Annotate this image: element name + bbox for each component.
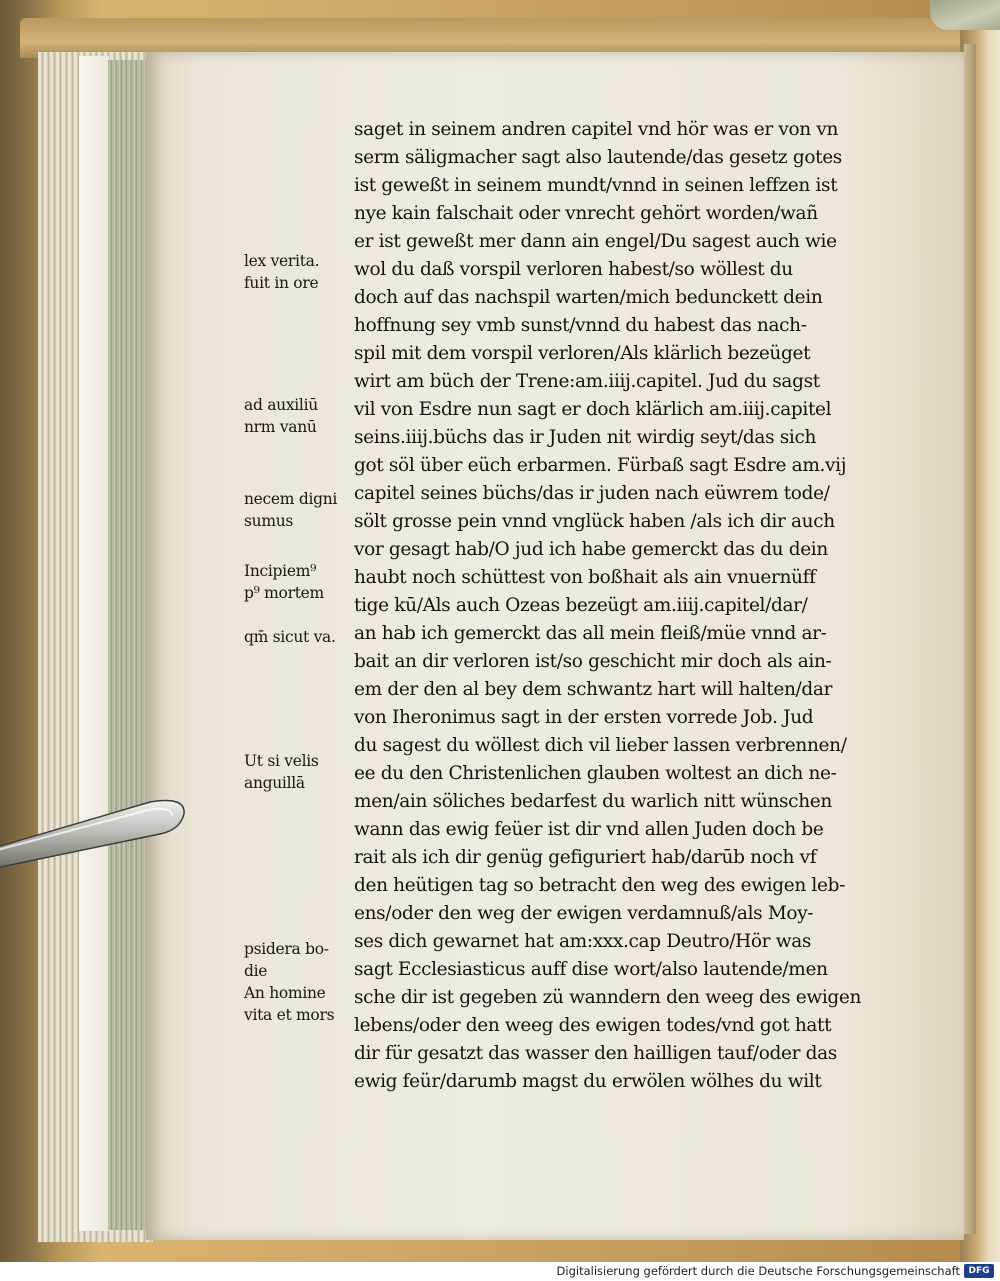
text-line: nye kain falschait oder vnrecht gehört worden/wañ — [354, 203, 818, 224]
text-line: ist geweßt in seinem mundt/vnnd in seinen leffzen ist — [354, 175, 838, 196]
text-line: serm säligmacher sagt also lautende/das gesetz gotes — [354, 147, 842, 168]
gloss-7: psidera bo‑ die An homine vita et mors — [244, 940, 335, 1024]
text-line: den heütigen tag so betracht den weg des ewigen leb‑ — [354, 875, 845, 896]
text-line: em der den al bey dem schwantz hart will halten/dar — [354, 679, 833, 700]
funding-credit: Digitalisierung gefördert durch die Deutsche Forschungsgemeinschaft — [556, 1264, 960, 1278]
text-line: saget in seinem andren capitel vnd hör was er von vn — [354, 119, 839, 140]
text-line: vil von Esdre nun sagt er doch klärlich am.iiij.capitel — [354, 399, 832, 420]
text-line: capitel seines büchs/das ir juden nach eüwrem tode/ — [354, 483, 830, 504]
page-edges-green — [108, 60, 148, 1230]
gloss-6: Ut si velis anguillā — [244, 752, 319, 792]
text-line: bait an dir verloren ist/so geschicht mir doch als ain‑ — [354, 651, 832, 672]
gloss-1: lex verita. fuit in ore — [244, 252, 320, 292]
text-line: lebens/oder den weeg des ewigen todes/vnd got hatt — [354, 1015, 832, 1036]
text-line: von Iheronimus sagt in der ersten vorrede Job. Jud — [354, 707, 814, 728]
footer-bar — [0, 1262, 1000, 1281]
text-line: sagt Ecclesiasticus auff dise wort/also lautende/men — [354, 959, 828, 980]
book-corner — [930, 0, 1000, 30]
text-line: du sagest du wöllest dich vil lieber lassen verbrennen/ — [354, 735, 847, 756]
text-line: sche dir ist gegeben zü wanndern den weeg des ewigen — [354, 987, 862, 1008]
gloss-5: qm̄ sicut va. — [244, 628, 336, 646]
text-line: ee du den Christenlichen glauben woltest an dich ne‑ — [354, 763, 837, 784]
text-line: wann das ewig feüer ist dir vnd allen Juden doch be — [354, 819, 824, 840]
text-line: rait als ich dir genüg gefiguriert hab/darūb noch vf — [354, 847, 817, 868]
page-weight-pointer — [0, 790, 200, 870]
page-edges-white — [78, 56, 109, 1231]
text-line: wol du daß vorspil verloren habest/so wöllest du — [354, 259, 793, 280]
text-line: ens/oder den weg der ewigen verdamnuß/als Moy‑ — [354, 903, 814, 924]
text-line: sölt grosse pein vnnd vnglück haben /als ich dir auch — [354, 511, 835, 532]
text-line: doch auf das nachspil warten/mich bedunckett dein — [354, 287, 823, 308]
text-line: seins.iiij.büchs das ir Juden nit wirdig seyt/das sich — [354, 427, 817, 448]
page-edge-right — [964, 44, 976, 1234]
text-line: ses dich gewarnet hat am:xxx.cap Deutro/Hör was — [354, 931, 812, 952]
text-line: got söl über eüch erbarmen. Fürbaß sagt Esdre am.vij — [354, 455, 847, 476]
text-line: vor gesagt hab/O jud ich habe gemerckt das du dein — [354, 539, 828, 560]
text-line: ewig feür/darumb magst du erwölen wölhes du wilt — [354, 1071, 822, 1092]
text-line: an hab ich gemerckt das all mein fleiß/müe vnnd ar‑ — [354, 623, 827, 644]
text-line: er ist geweßt mer dann ain engel/Du sagest auch wie — [354, 231, 837, 252]
text-line: tige kū/Als auch Ozeas bezeügt am.iiij.capitel/dar/ — [354, 595, 808, 616]
gloss-2: ad auxiliū nrm vanū — [244, 396, 318, 436]
gloss-4: Incipiem⁹ p⁹ mortem — [244, 562, 324, 602]
gloss-3: necem digni sumus — [244, 490, 338, 530]
text-line: men/ain söliches bedarfest du warlich nitt wünschen — [354, 791, 832, 812]
text-line: haubt noch schüttest von boßhait als ain vnuernüff — [354, 567, 816, 588]
text-line: spil mit dem vorspil verloren/Als klärlich bezeüget — [354, 343, 811, 364]
text-line: dir für gesatzt das wasser den hailligen tauf/oder das — [354, 1043, 837, 1064]
text-line: hoffnung sey vmb sunst/vnnd du habest das nach‑ — [354, 315, 807, 336]
dfg-logo: DFG — [964, 1264, 994, 1278]
main-text-block — [354, 116, 924, 1116]
text-line: wirt am büch der Trene:am.iiij.capitel. Jud du sagst — [354, 371, 820, 392]
